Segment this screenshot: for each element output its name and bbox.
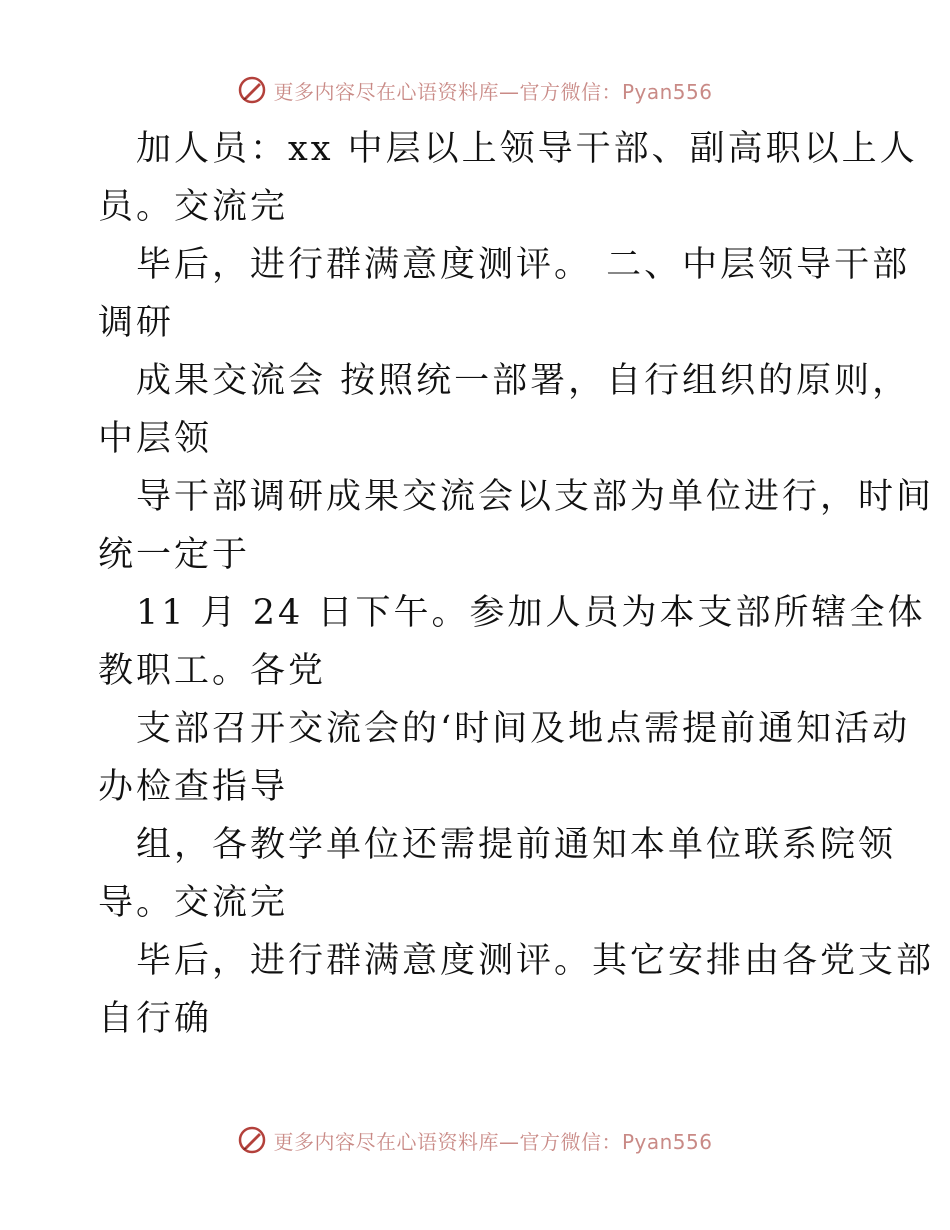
text-line: 统一定于 bbox=[98, 535, 251, 575]
header-banner-text: 更多内容尽在心语资料库—官方微信：Pyan556 bbox=[273, 79, 713, 104]
text-line: 教职工。各党 bbox=[98, 651, 327, 691]
text-line: 中层领 bbox=[98, 419, 213, 459]
pen-logo-icon bbox=[237, 1125, 267, 1155]
document-body bbox=[98, 120, 935, 1048]
text-line: 支部召开交流会的‘时间及地点需提前通知活动 bbox=[136, 709, 911, 749]
text-line: 导。交流完 bbox=[98, 883, 289, 923]
text-line: 加人员：xx 中层以上领导干部、副高职以上人 bbox=[136, 129, 918, 169]
text-line: 导干部调研成果交流会以支部为单位进行，时间 bbox=[136, 477, 935, 517]
text-line: 成果交流会 按照统一部署，自行组织的原则， bbox=[136, 361, 911, 401]
footer-banner-text: 更多内容尽在心语资料库—官方微信：Pyan556 bbox=[273, 1129, 713, 1154]
text-line: 毕后，进行群满意度测评。 二、中层领导干部 bbox=[136, 245, 911, 285]
text-line: 调研 bbox=[98, 303, 175, 343]
text-line: 11 月 24 日下午。参加人员为本支部所辖全体 bbox=[136, 593, 926, 633]
footer-banner bbox=[0, 1120, 950, 1160]
text-line: 办检查指导 bbox=[98, 767, 289, 807]
text-line: 自行确 bbox=[98, 999, 213, 1039]
text-line: 毕后，进行群满意度测评。其它安排由各党支部 bbox=[136, 941, 935, 981]
header-banner bbox=[0, 70, 950, 110]
pen-logo-icon bbox=[237, 75, 267, 105]
text-line: 员。交流完 bbox=[98, 187, 289, 227]
text-line: 组，各教学单位还需提前通知本单位联系院领 bbox=[136, 825, 897, 865]
